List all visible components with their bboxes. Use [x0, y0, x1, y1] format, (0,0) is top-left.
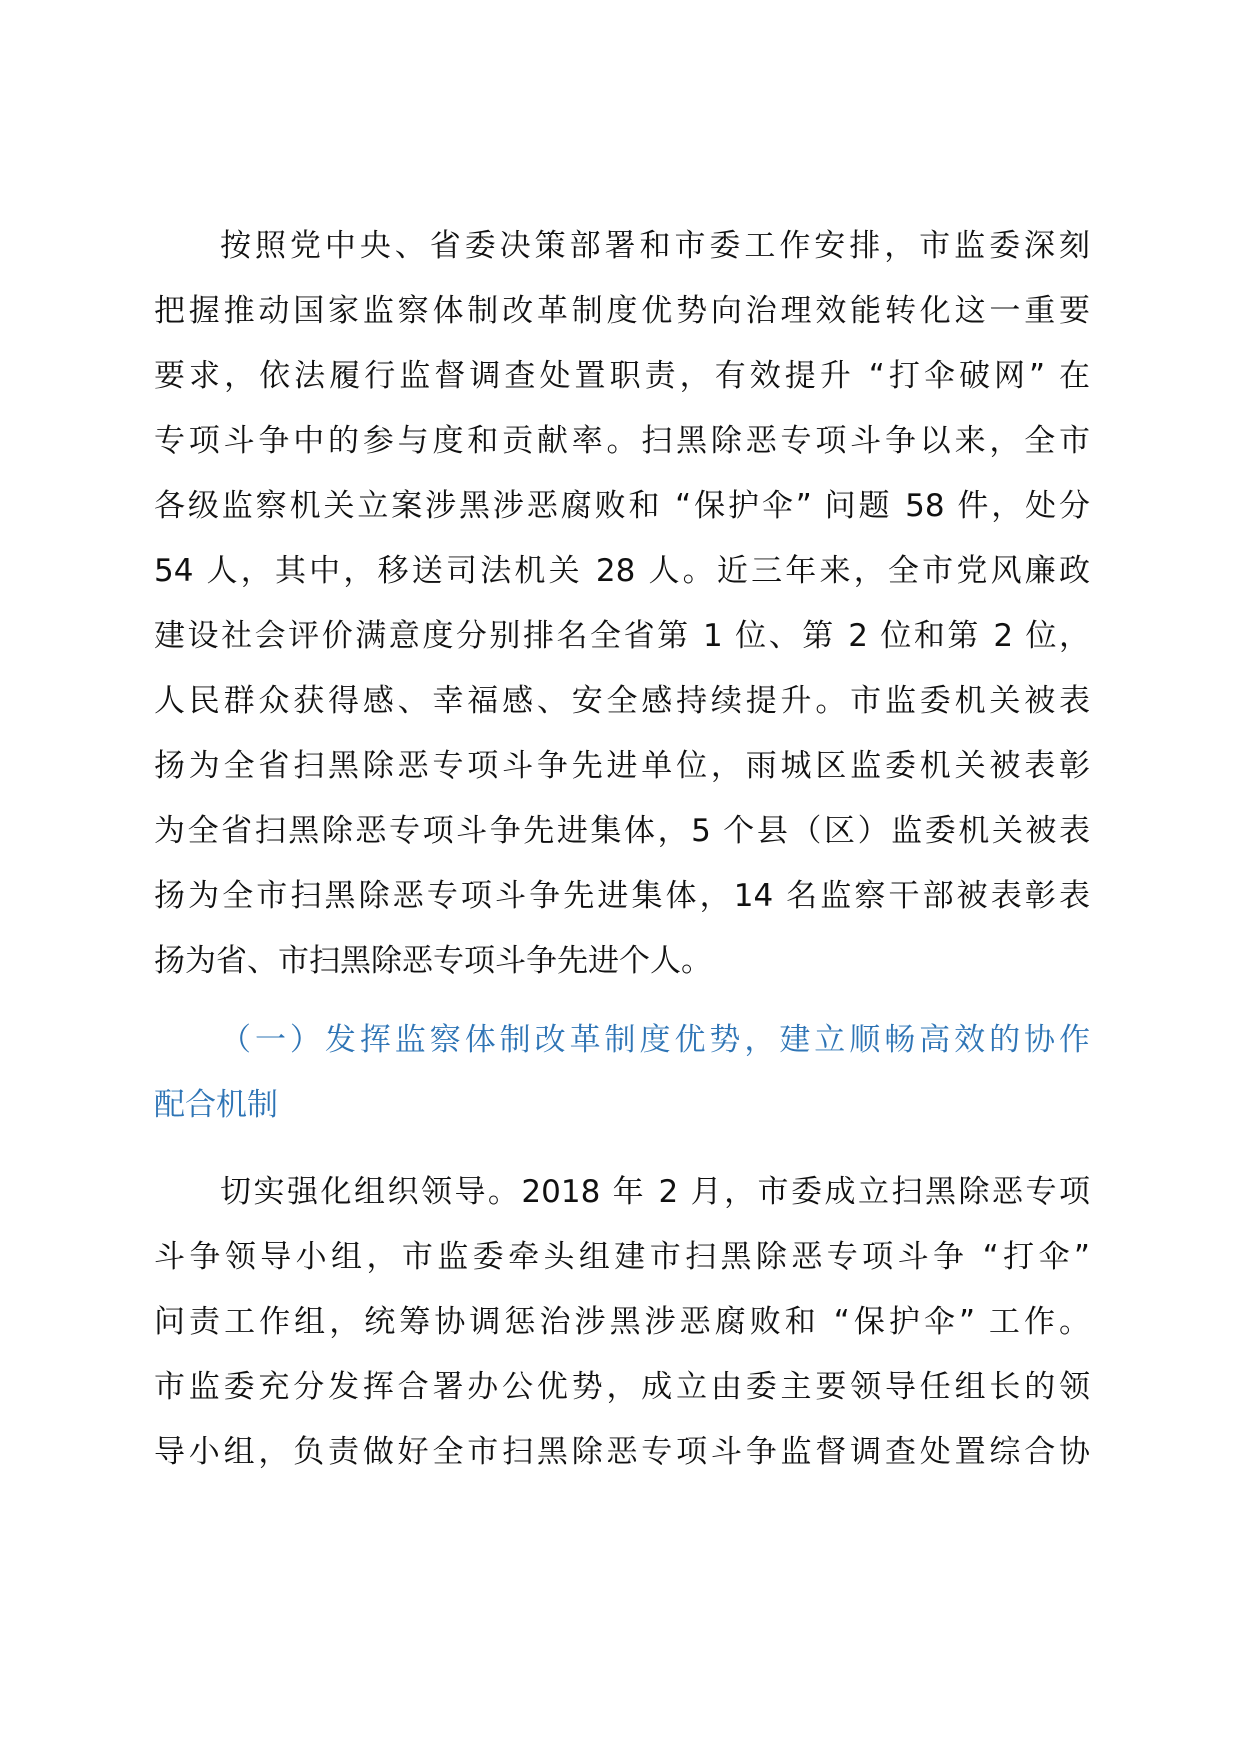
text-line: 问责工作组，统筹协调惩治涉黑涉恶腐败和 “保护伞” 工作。	[154, 1304, 1090, 1340]
text-line: 导小组，负责做好全市扫黑除恶专项斗争监督调查处置综合协	[154, 1434, 1090, 1470]
text-line: 为全省扫黑除恶专项斗争先进集体，5 个县（区）监委机关被表	[154, 813, 1090, 849]
paragraph-overview	[154, 214, 1090, 994]
text-line: 斗争领导小组，市监委牵头组建市扫黑除恶专项斗争 “打伞”	[154, 1239, 1090, 1275]
heading-line: 配合机制	[154, 1087, 278, 1123]
document-body	[154, 214, 1090, 1485]
text-line: 扬为全市扫黑除恶专项斗争先进集体，14 名监察干部被表彰表	[154, 878, 1090, 914]
text-line: 按照党中央、省委决策部署和市委工作安排，市监委深刻	[220, 228, 1090, 264]
text-line: 把握推动国家监察体制改革制度优势向治理效能转化这一重要	[154, 293, 1090, 329]
text-line: 专项斗争中的参与度和贡献率。扫黑除恶专项斗争以来，全市	[154, 423, 1090, 459]
paragraph-organization	[154, 1160, 1090, 1485]
text-line: 市监委充分发挥合署办公优势，成立由委主要领导任组长的领	[154, 1369, 1090, 1405]
text-line: 建设社会评价满意度分别排名全省第 1 位、第 2 位和第 2 位，	[154, 618, 1090, 654]
text-line: 人民群众获得感、幸福感、安全感持续提升。市监委机关被表	[154, 683, 1090, 719]
text-line: 54 人，其中，移送司法机关 28 人。近三年来，全市党风廉政	[154, 553, 1090, 589]
text-line: 切实强化组织领导。2018 年 2 月，市委成立扫黑除恶专项	[220, 1174, 1090, 1210]
heading-line: （一）发挥监察体制改革制度优势，建立顺畅高效的协作	[220, 1022, 1090, 1058]
section-heading	[154, 1008, 1090, 1138]
text-line: 各级监察机关立案涉黑涉恶腐败和 “保护伞” 问题 58 件，处分	[154, 488, 1090, 524]
text-line: 扬为省、市扫黑除恶专项斗争先进个人。	[154, 943, 712, 979]
text-line: 要求，依法履行监督调查处置职责，有效提升 “打伞破网” 在	[154, 358, 1090, 394]
text-line: 扬为全省扫黑除恶专项斗争先进单位，雨城区监委机关被表彰	[154, 748, 1090, 784]
